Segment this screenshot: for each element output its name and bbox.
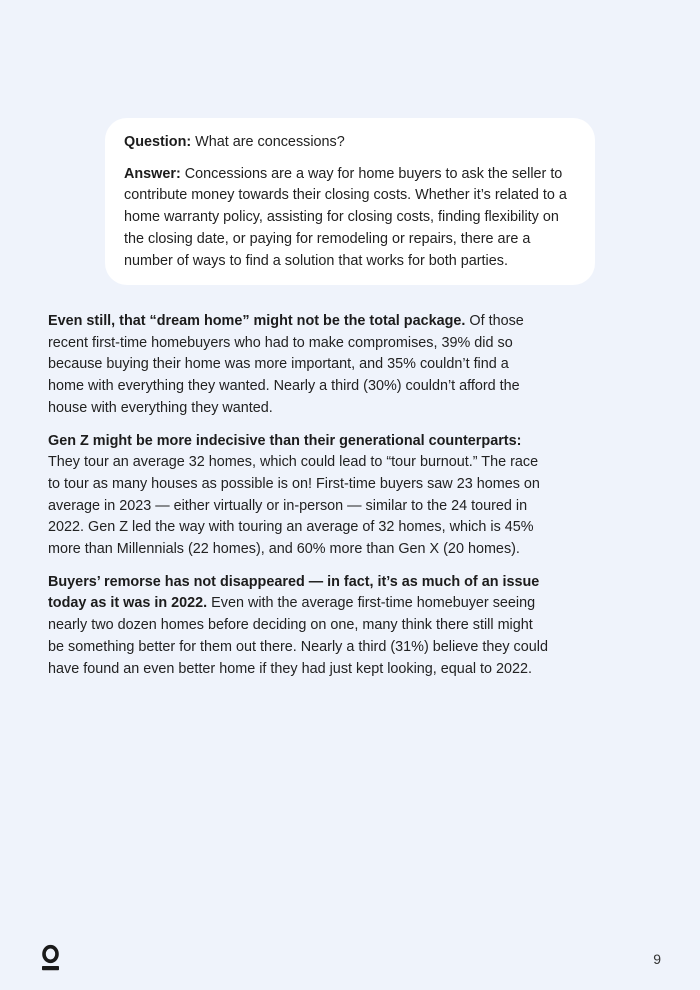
paragraph-dream-home (48, 311, 548, 420)
paragraph-text: They tour an average 32 homes, which could lead to “tour burnout.” The race to tour as many houses as possible is on! First-time buyers saw 23 homes on average in 2023 — either virtually or in-person — similar to the 24 toured in 2022. Gen Z led the way with touring an average of 32 homes, which is 45% more than Millennials (22 homes), and 60% more than Gen X (20 homes). (48, 454, 540, 558)
paragraph-text: Of those recent first-time homebuyers who had to make compromises, 39% did so because buying their home was more important, and 35% couldn’t find a home with everything they wanted. Nearly a third (30%) couldn’t afford the house with everything they wanted. (48, 313, 524, 416)
paragraph-text: Even with the average first-time homebuyer seeing nearly two dozen homes before deciding on one, many think there still might be something better for them out there. Nearly a third (31%) believe they could have found an even better home if they had just kept looking, equal to 2022. (48, 595, 548, 677)
paragraph-gen-z (48, 431, 548, 561)
page-number: 9 (653, 951, 661, 967)
paragraph-lead: Buyers’ remorse has not disappeared — in fact, it’s as much of an issue today as it was in 2022. (48, 573, 540, 612)
answer-text: Concessions are a way for home buyers to ask the seller to contribute money towards their closing costs. Whether it’s related to a home warranty policy, assisting for closing costs, finding flexibility on the closing date, or paying for remodeling or repairs, there are a number of ways to find a solution that works for both parties. (124, 165, 567, 269)
question-text: What are concessions? (191, 134, 345, 150)
qa-callout (105, 118, 595, 285)
brand-logo-icon (41, 944, 60, 972)
answer (124, 164, 575, 273)
question (124, 132, 575, 154)
paragraph-lead: Gen Z might be more indecisive than their generational counterparts: (48, 432, 522, 449)
paragraph-lead: Even still, that “dream home” might not be the total package. (48, 313, 466, 329)
question-label: Question: (124, 134, 192, 150)
answer-label: Answer: (124, 165, 181, 182)
paragraph-buyers-remorse (48, 572, 548, 681)
body-text (48, 311, 548, 691)
